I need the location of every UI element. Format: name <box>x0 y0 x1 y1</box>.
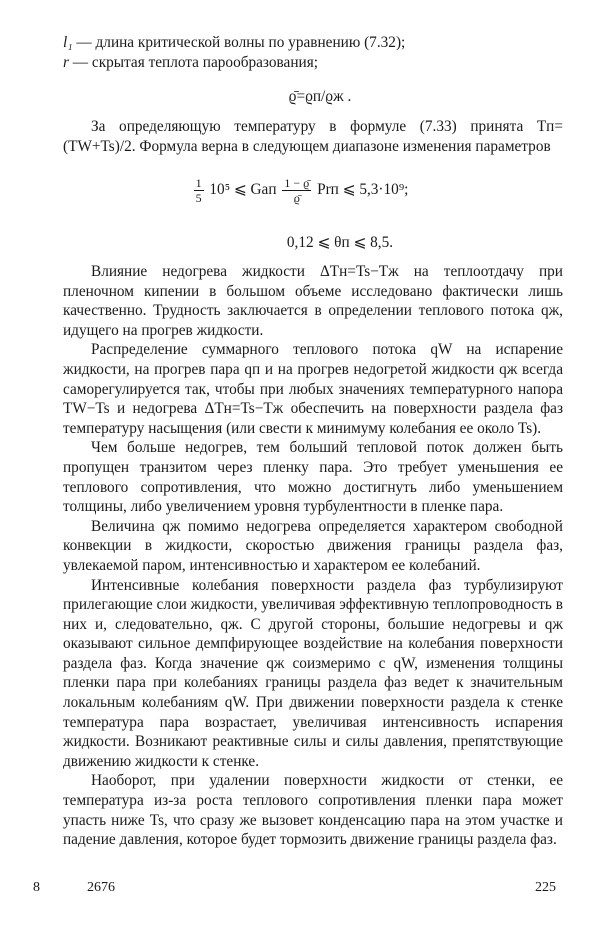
definition-text: — скрытая теплота парообразования; <box>68 54 319 71</box>
main-text <box>63 262 563 850</box>
fraction-one-fifth: $\frac{1}{5}$ <box>195 176 202 205</box>
page-number: 225 <box>535 880 556 895</box>
paragraph-text: За определяющую температуру в формуле (7.33) принята Tп=(TW+Ts)/2. Формула верна в следующем диапазоне изменения параметров <box>63 118 563 155</box>
definition-symbol: l₁ <box>63 34 73 51</box>
paragraph: Распределение суммарного теплового потока qW на испарение жидкости, на прогрев пара qп и на прогрев недогретой жидкости qж всегда саморегулируется так, чтобы при любых значениях температурного напора TW−Ts и недогрева ΔTн=Ts−Tж обеспечить на поверхности раздела фаз температуру насыщения (или свести к минимуму колебания ее около Ts). <box>63 341 563 437</box>
formula-parameter-range <box>0 176 600 205</box>
paragraph: Чем больше недогрев, тем больший тепловой поток должен быть пропущен транзитом через пленку пара. Это требует уменьшения ее теплового сопротивления, что можно достигнуть либо уменьшением толщины, либо увеличением уровня турбулентности в пленке пара. <box>63 439 563 516</box>
definition-text: — длина критической волны по уравнению (7.32); <box>72 34 406 51</box>
paragraph: Величина qж помимо недогрева определяется характером свободной конвекции в жидкости, скоростью движения границы раздела фаз, увлекаемой паром, интенсивностью и характером ее колебаний. <box>63 517 563 574</box>
fraction-density: $\frac{1 - ϱ̄}{ϱ̄}$ <box>284 176 310 205</box>
formula-part: Prп ⩽ 5,3·10⁹; <box>317 181 409 199</box>
formula-theta-range: 0,12 ⩽ θп ⩽ 8,5. <box>286 234 394 251</box>
footer-print-code: 2676 <box>87 880 115 895</box>
definition-r <box>63 53 563 73</box>
formula-density-ratio: ϱ̄=ϱп/ϱж . <box>288 88 352 105</box>
definition-l1 <box>63 33 563 53</box>
variable-definitions <box>63 33 563 73</box>
paragraph: Влияние недогрева жидкости ΔTн=Ts−Tж на теплоотдачу при пленочном кипении в большом объеме исследовано фактически лишь качественно. Трудность заключается в определении теплового потока qж, идущего на прогрев жидкости. <box>63 263 563 339</box>
footer-signature: 8 <box>33 880 40 895</box>
formula-part: 10⁵ ⩽ Gaп <box>209 181 277 199</box>
paragraph: Наоборот, при удалении поверхности жидкости от стенки, ее температура из-за роста теплового сопротивления пленки пара может упасть ниже Ts, что сразу же вызовет конденсацию пара на этом участке и падение давления, которое будет тормозить движение границы раздела фаз. <box>63 772 563 849</box>
definition-symbol: r <box>63 54 69 71</box>
paragraph-temperature <box>63 117 563 156</box>
paragraph: Интенсивные колебания поверхности раздела фаз турбулизируют прилегающие слои жидкости, увеличивая эффективную теплопроводность в них и, следовательно, qж. С другой стороны, большие недогревы и qж оказывают сильное демпфирующее воздействие на колебания поверхности раздела фаз. Когда значение qж соизмеримо с qW, изменения толщины пленки пара при колебаниях границы раздела фаз ведет к значительным локальным колебаниям qW. При движении поверхности раздела к стенке температура пара возрастает, увеличивая интенсивность испарения жидкости. Возникают реактивные силы и силы давления, препятствующие движению жидкости к стенке. <box>63 576 563 770</box>
